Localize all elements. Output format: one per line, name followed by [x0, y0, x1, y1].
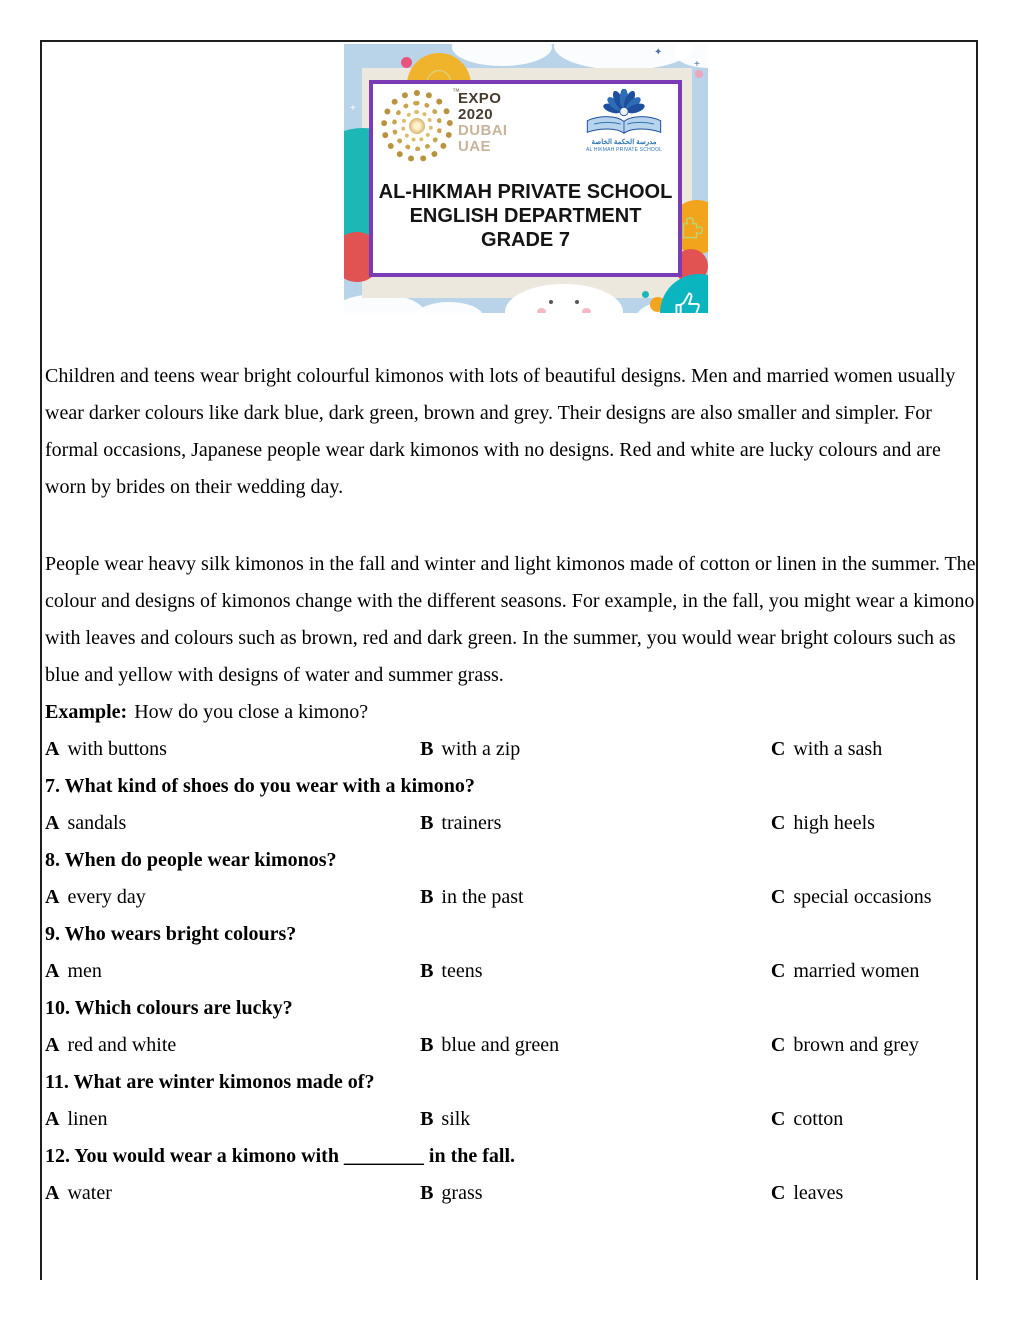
star-icon: ✦: [654, 47, 663, 58]
school-header-box: [369, 80, 682, 277]
option-text: silk: [441, 1108, 471, 1130]
option-text: trainers: [441, 812, 502, 834]
question-7-options-row: [45, 805, 978, 842]
option-letter: B: [420, 960, 434, 982]
cloud-icon: [414, 302, 484, 313]
option-c: [771, 1101, 978, 1138]
lotus-book-icon: [580, 89, 668, 139]
example-options-row: [45, 731, 978, 768]
option-b: [420, 1027, 771, 1064]
option-text: water: [67, 1182, 112, 1204]
option-letter: A: [45, 1034, 60, 1056]
option-text: married women: [793, 960, 920, 982]
option-a: [45, 805, 420, 842]
option-c: [771, 805, 978, 842]
question-12-options-row: [45, 1175, 978, 1212]
option-letter: C: [770, 1108, 786, 1130]
option-text: special occasions: [793, 886, 932, 908]
thumbs-up-icon: [668, 287, 706, 313]
pink-dot-decoration: [401, 57, 412, 68]
option-text: blue and green: [441, 1034, 560, 1056]
option-text: linen: [67, 1108, 108, 1130]
expo-mandala-icon: [381, 87, 460, 162]
question-11-options-row: [45, 1101, 978, 1138]
option-c: [771, 1175, 978, 1212]
mandala-center: [409, 118, 425, 134]
banner-title: [367, 180, 684, 252]
option-letter: B: [420, 886, 434, 908]
option-text: brown and grey: [793, 1034, 919, 1056]
header-banner: [344, 44, 708, 313]
cloud-eye: [549, 300, 553, 304]
al-hikmah-school-logo: [572, 89, 676, 153]
option-letter: A: [45, 812, 60, 834]
option-b: [420, 805, 771, 842]
banner-title-line-grade: GRADE 7: [481, 229, 570, 251]
option-text: high heels: [793, 812, 875, 834]
option-text: every day: [67, 886, 146, 908]
option-text: leaves: [793, 1182, 844, 1204]
option-letter: B: [420, 1182, 434, 1204]
plus-sparkle-icon: +: [694, 59, 700, 70]
passage-paragraph-2: People wear heavy silk kimonos in the fall and winter and light kimonos made of cotton or linen in the summer. The colour and designs of kimonos change with the different seasons. For example, in the fall, you might wear a kimono with leaves and colours such as brown, red and dark green. In the summer, you would wear bright colours such as blue and yellow with designs of water and summer grass.: [45, 553, 976, 686]
option-a: [45, 953, 420, 990]
option-a: [45, 731, 420, 768]
option-text: cotton: [793, 1108, 844, 1130]
question-12-text: 12. You would wear a kimono with ________ in the fall.: [45, 1145, 516, 1167]
option-letter: A: [45, 886, 60, 908]
option-text: with buttons: [67, 738, 167, 760]
option-letter: C: [770, 1034, 786, 1056]
option-letter: A: [45, 738, 60, 760]
cloud-cheek: [537, 308, 546, 313]
option-text: red and white: [67, 1034, 177, 1056]
option-letter: C: [770, 738, 786, 760]
school-name-english: AL HIKMAH PRIVATE SCHOOL: [585, 147, 663, 153]
banner-title-line-school: AL-HIKMAH PRIVATE SCHOOL: [378, 181, 673, 203]
cloud-icon: [554, 44, 694, 70]
option-letter: A: [45, 1108, 60, 1130]
question-10-text: 10. Which colours are lucky?: [45, 997, 293, 1019]
cloud-icon: [452, 44, 552, 66]
option-b: [420, 1175, 771, 1212]
teal-dot-decoration: [642, 291, 649, 298]
option-letter: B: [420, 812, 434, 834]
question-8-options-row: [45, 879, 978, 916]
option-a: [45, 879, 420, 916]
option-letter: C: [770, 960, 786, 982]
option-letter: C: [770, 812, 786, 834]
question-10-options-row: [45, 1027, 978, 1064]
option-letter: B: [420, 738, 434, 760]
option-c: [771, 731, 978, 768]
question-9-options-row: [45, 953, 978, 990]
question-8-text: 8. When do people wear kimonos?: [45, 849, 337, 871]
option-b: [420, 879, 771, 916]
option-text: grass: [441, 1182, 483, 1204]
option-letter: B: [420, 1034, 434, 1056]
trademark-symbol: ™: [452, 87, 460, 96]
pink-dot-decoration: [695, 70, 703, 78]
cloud-icon: [674, 44, 708, 68]
cloud-eye: [575, 300, 579, 304]
option-letter: A: [45, 960, 60, 982]
option-b: [420, 1101, 771, 1138]
option-text: sandals: [67, 812, 127, 834]
passage-paragraph-1: Children and teens wear bright colourful kimonos with lots of beautiful designs. Men and married women usually wear darker colours like dark blue, dark green, brown and grey. Their designs are also smaller and simpler. For formal occasions, Japanese people wear dark kimonos with no designs. Red and white are lucky colours and are worn by brides on their wedding day.: [45, 365, 956, 498]
school-name-arabic: مدرسة الحكمة الخاصة: [591, 139, 657, 146]
cloud-cheek: [582, 308, 591, 313]
option-a: [45, 1027, 420, 1064]
question-9-text: 9. Who wears bright colours?: [45, 923, 297, 945]
banner-title-line-department: ENGLISH DEPARTMENT: [409, 205, 642, 227]
worksheet-body: [45, 358, 978, 1212]
option-b: [420, 953, 771, 990]
sparkle-icon: +: [350, 103, 356, 114]
example-question-text: How do you close a kimono?: [134, 701, 369, 723]
expo-2020-logo: [381, 87, 508, 162]
option-text: in the past: [441, 886, 524, 908]
option-c: [771, 1027, 978, 1064]
sparkle-icon: •: [484, 51, 488, 62]
option-c: [771, 879, 978, 916]
option-c: [771, 953, 978, 990]
question-11-text: 11. What are winter kimonos made of?: [45, 1071, 375, 1093]
question-7-text: 7. What kind of shoes do you wear with a kimono?: [45, 775, 475, 797]
option-letter: B: [420, 1108, 434, 1130]
option-letter: C: [770, 886, 786, 908]
option-letter: C: [770, 1182, 786, 1204]
option-text: with a sash: [793, 738, 883, 760]
option-text: men: [67, 960, 102, 982]
option-a: [45, 1101, 420, 1138]
option-text: with a zip: [441, 738, 521, 760]
option-text: teens: [441, 960, 483, 982]
example-label: Example:: [45, 701, 128, 723]
expo-wordmark: EXPO 2020 DUBAI UAE: [458, 90, 508, 155]
example-question-line: [45, 694, 978, 731]
option-a: [45, 1175, 420, 1212]
option-b: [420, 731, 771, 768]
option-letter: A: [45, 1182, 60, 1204]
